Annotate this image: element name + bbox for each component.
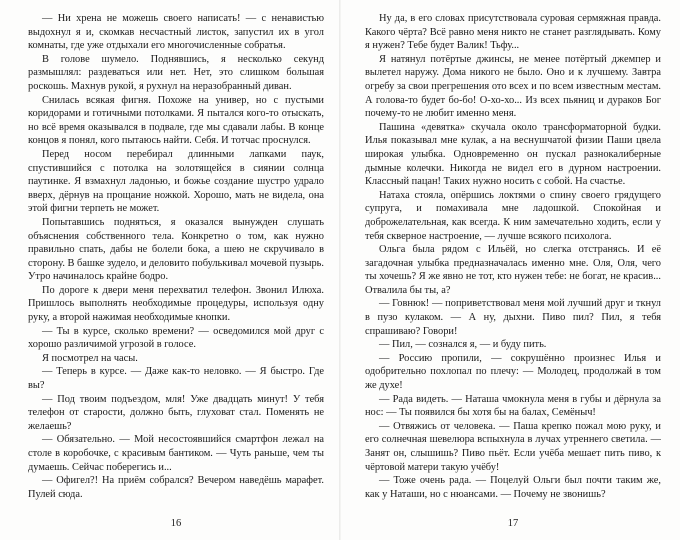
paragraph: Пашина «девятка» скучала около трансформаторной будки. Илья показывал мне кулак, а на веснушчатой физии Паши цвела широкая улыбка. Одновременно он пускал разнокалиберные дымные колечки. Никогда не видел его в дурном настроении. Классный пацан! Таких нужно носить с собой. На счастье. <box>365 121 661 188</box>
right-page <box>365 12 661 512</box>
book-gutter <box>339 0 341 540</box>
paragraph: — Россию пропили, — сокрушённо произнес Илья и одобрительно похлопал по плечу: — Молодец, продолжай в том же духе! <box>365 352 661 392</box>
paragraph: — Говнюк! — поприветствовал меня мой лучший друг и ткнул в пузо кулаком. — А ну, дыхни. Пиво пил? Пил, я тебя спрашиваю? Говори! <box>365 298 661 337</box>
paragraph: — Офигел?! На приём собрался? Вечером наведёшь марафет. Пулей сюда. <box>28 475 324 500</box>
paragraph: Натаха стояла, опёршись локтями о спину своего грядущего супруга, и помахивала мне ладошкой. Спокойная и доброжелательная, как всегда. К ним замечательно ходить, если у тебя скверное настроение, — лучше всякого психолога. <box>365 189 661 242</box>
paragraph: Перед носом перебирал длинными лапками паук, спустившийся с потолка на золотящейся в сиянии солнца паутинке. Я взмахнул ладонью, и божье создание шустро удрало вверх, дёрнув на прощание ножкой. Хорошо, мать не видела, она этой фигни терпеть не может. <box>28 148 324 215</box>
paragraph: Я посмотрел на часы. <box>42 352 138 364</box>
paragraph: Ну да, в его словах присутствовала суровая сермяжная правда. Какого чёрта? Всё равно меня никто не станет разглядывать. Кому я нужен? Тебе будет Валик! Тьфу... <box>365 13 661 52</box>
paragraph: — Под твоим подъездом, мля! Уже двадцать минут! У тебя телефон от старости, должно быть, глуховат стал. Поменять не желаешь? <box>28 393 324 432</box>
page-number-right: 17 <box>507 518 519 529</box>
paragraph: — Тоже очень рада. — Поцелуй Ольги был почти таким же, как у Наташи, но с нюансами. — Почему не звонишь? <box>365 475 661 500</box>
paragraph: — Рада видеть. — Наташа чмокнула меня в губы и дёрнула за нос: — Ты появился бы хотя бы на балах, Семёныч! <box>365 393 661 419</box>
left-page <box>28 12 324 512</box>
paragraph: Снилась всякая фигня. Похоже на универ, но с пустыми коридорами и готичными потолками. Я пытался кого-то отыскать, но всё время оказывался в подвале, где мы сдавали лабы. В конце концов я понял, кого пытаюсь найти. Себя. И тотчас проснулся. <box>28 94 324 147</box>
paragraph: Попытавшись подняться, я оказался вынужден слушать объяснения собственного тела. Конкретно о том, как нужно правильно спать, дабы не болели бока, а шею не скручивало в сторону. В башке зудело, и деловито побулькивал мочевой пузырь. Утро начиналось крайне бодро. <box>28 216 324 283</box>
paragraph: Ольга была рядом с Ильёй, но слегка отстранясь. И её загадочная улыбка предназначалась именно мне. Оля, Оля, чего ты хочешь? Я же явно не тот, кто нужен тебе: не богат, не красив... Отвалила бы ты, а? <box>365 244 661 296</box>
paragraph: В голове шумело. Поднявшись, я несколько секунд размышлял: раздеваться или нет. Нет, это слишком большая роскошь. Махнув рукой, я рухнул на неразобранный диван. <box>28 53 324 92</box>
paragraph: — Отвяжись от человека. — Паша крепко пожал мою руку, и его солнечная шевелюра вспыхнула в лучах утреннего светила. — Занят он, слышишь? Пиво пьёт. Если учёба мешает пить пиво, к чёртовой матери такую учёбу! <box>365 420 661 473</box>
paragraph: — Пил, — сознался я, — и буду пить. <box>379 339 547 351</box>
paragraph: — Обязательно. — Мой несостоявшийся смартфон лежал на столе в коробочке, с красивым бантиком. — Чуть раньше, чем ты думаешь. Сейчас поберегись и... <box>28 434 324 473</box>
page-number-left: 16 <box>170 518 182 529</box>
paragraph: — Ни хрена не можешь своего написать! — с ненавистью выдохнул я и, скомкав несчастный листок, запустил их в угол комнаты, где уже отдыхали его многочисленные собратья. <box>28 13 324 52</box>
paragraph: По дороге к двери меня перехватил телефон. Звонил Илюха. Пришлось выполнять необходимые процедуры, используя одну руку, а второй нажимая необходимые кнопки. <box>28 284 324 324</box>
paragraph: — Ты в курсе, сколько времени? — осведомился мой друг с хорошо различимой угрозой в голосе. <box>28 325 324 351</box>
paragraph: — Теперь в курсе. — Даже как-то неловко. — Я быстро. Где вы? <box>28 366 324 392</box>
paragraph: Я натянул потёртые джинсы, не менее потёртый джемпер и вылетел наружу. Дома никого не было. Оно и к лучшему. Завтра огребу за свои прегрешения ото всех и по всем известным местам. А голова-то будет бо-бо! О-хо-хо... Из всех пьяниц и дураков Бог почему-то не любит именно меня. <box>365 53 661 120</box>
